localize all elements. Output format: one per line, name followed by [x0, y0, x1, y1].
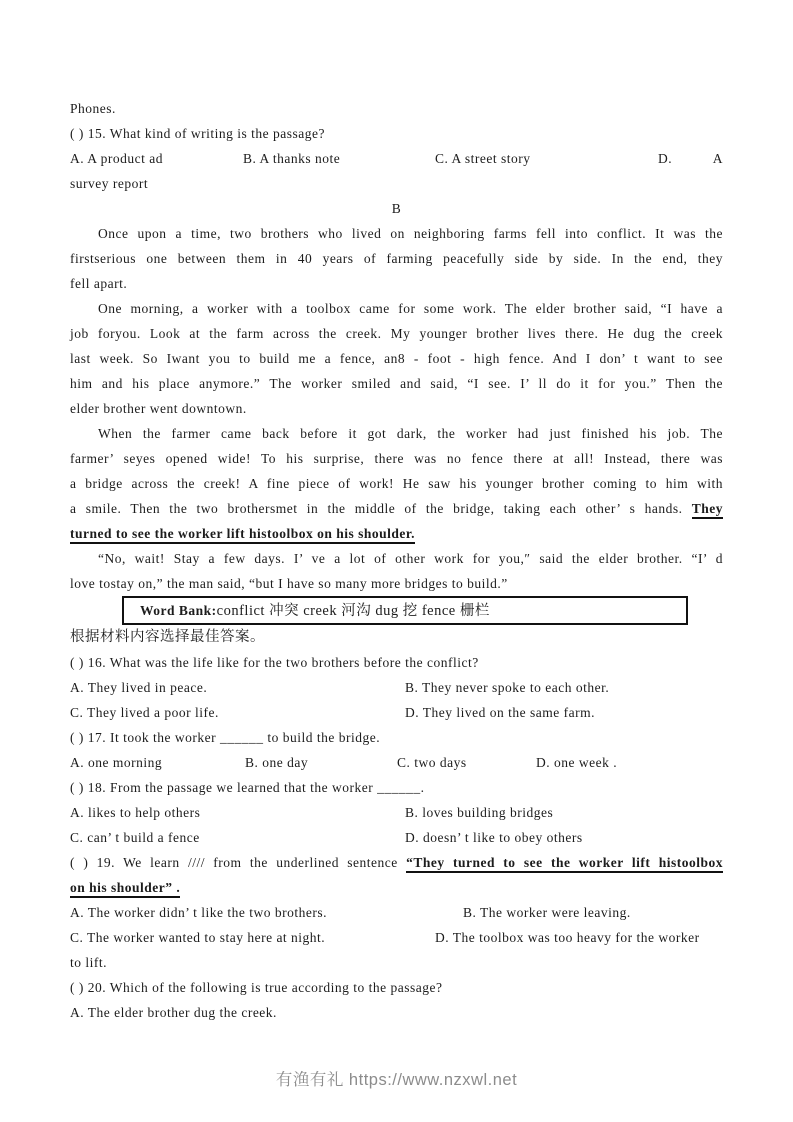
question-17: ( ) 17. It took the worker ______ to build the bridge.	[70, 730, 381, 745]
option-16-b: B. They never spoke to each other.	[405, 680, 610, 695]
option-18-d: D. doesn’ t like to obey others	[405, 830, 583, 845]
word-bank-box	[122, 596, 688, 625]
underlined-sentence-end: turned to see the worker lift histoolbox on his shoulder.	[70, 526, 415, 544]
question-19-quoted-sentence-end: on his shoulder” .	[70, 880, 180, 898]
question-15-options	[70, 146, 723, 171]
passage-line: him and his place anymore.” The worker smiled and said, “I see. I’ ll do it for you.” Then the	[70, 376, 723, 391]
question-16-options-row2	[70, 700, 723, 725]
option-19-b: B. The worker were leaving.	[463, 905, 631, 920]
question-18-options-row1	[70, 800, 723, 825]
q15-lead-line: Phones.	[70, 101, 116, 116]
question-18: ( ) 18. From the passage we learned that the worker ______.	[70, 780, 425, 795]
word-bank-row	[70, 596, 723, 625]
underlined-sentence-line	[70, 521, 723, 546]
option-17-d: D. one week .	[536, 755, 618, 770]
instruction-line: 根据材料内容选择最佳答案。	[70, 629, 265, 645]
option-20-a: A. The elder brother dug the creek.	[70, 1005, 277, 1020]
question-19-line1	[70, 850, 723, 875]
question-18-options-row2	[70, 825, 723, 850]
underlined-sentence-start: They	[692, 501, 723, 519]
passage-line: “No, wait! Stay a few days. I’ ve a lot of other work for you,″ said the elder brother. “I’ d	[98, 551, 723, 566]
passage-b-title: B	[391, 201, 402, 216]
option-15-d-continuation: survey report	[70, 176, 149, 191]
question-19-options-row1	[70, 900, 723, 925]
option-16-a: A. They lived in peace.	[70, 680, 208, 695]
option-17-c: C. two days	[397, 755, 467, 770]
document-content	[70, 96, 723, 1025]
passage-line: love tostay on,” the man said, “but I have so many more bridges to build.”	[70, 576, 508, 591]
option-16-d: D. They lived on the same farm.	[405, 705, 595, 720]
option-17-a: A. one morning	[70, 755, 163, 770]
option-17-b: B. one day	[245, 755, 309, 770]
watermark-footer: 有渔有礼 https://www.nzxwl.net	[275, 1071, 518, 1089]
word-bank-label: Word Bank:	[140, 603, 217, 618]
question-15: ( ) 15. What kind of writing is the passage?	[70, 126, 325, 141]
passage-line-with-underline	[70, 496, 723, 521]
option-15-d-text: A	[712, 151, 723, 166]
passage-line: a bridge across the creek! A fine piece of work! He saw his younger brother coming to him with	[70, 476, 723, 491]
option-16-c: C. They lived a poor life.	[70, 705, 219, 720]
option-19-c: C. The worker wanted to stay here at night.	[70, 930, 326, 945]
passage-line: last week. So Iwant you to build me a fence, an8 - foot - high fence. And I don’ t want to see	[70, 351, 723, 366]
passage-text: a smile. Then the two brothersmet in the middle of the bridge, taking each other’ s hands.	[70, 501, 692, 516]
option-19-d-continuation: to lift.	[70, 955, 107, 970]
question-19-line2	[70, 875, 723, 900]
question-17-options	[70, 750, 723, 775]
passage-line: job foryou. Look at the farm across the creek. My younger brother lives there. He dug the creek	[70, 326, 723, 341]
question-20: ( ) 20. Which of the following is true according to the passage?	[70, 980, 443, 995]
question-19-text: ( ) 19. We learn //// from the underlined sentence	[70, 855, 407, 870]
question-19-options-row2	[70, 925, 723, 950]
option-15-b: B. A thanks note	[243, 151, 341, 166]
option-19-a: A. The worker didn’ t like the two brothers.	[70, 905, 327, 920]
word-bank-entries: conflict 冲突 creek 河沟 dug 挖 fence 栅栏	[216, 603, 490, 619]
question-16: ( ) 16. What was the life like for the two brothers before the conflict?	[70, 655, 479, 670]
question-19-quoted-sentence-start: “They turned to see the worker lift histoolbox	[406, 855, 723, 873]
passage-line: One morning, a worker with a toolbox came for some work. The elder brother said, “I have a	[98, 301, 723, 316]
option-18-b: B. loves building bridges	[405, 805, 554, 820]
passage-line: firstserious one between them in 40 years of farming peacefully side by side. In the end, they	[70, 251, 723, 266]
passage-line: When the farmer came back before it got dark, the worker had just finished his job. The	[98, 426, 723, 441]
option-18-c: C. can’ t build a fence	[70, 830, 200, 845]
passage-line: elder brother went downtown.	[70, 401, 247, 416]
passage-line: Once upon a time, two brothers who lived on neighboring farms fell into conflict. It was the	[98, 226, 723, 241]
passage-line: fell apart.	[70, 276, 128, 291]
passage-line: farmer’ seyes opened wide! To his surprise, there was no fence there at all! Instead, there was	[70, 451, 723, 466]
question-16-options-row1	[70, 675, 723, 700]
option-15-a: A. A product ad	[70, 151, 163, 166]
option-15-d-label: D.	[658, 151, 673, 166]
option-15-c: C. A street story	[435, 151, 531, 166]
option-19-d: D. The toolbox was too heavy for the worker	[435, 930, 700, 945]
option-18-a: A. likes to help others	[70, 805, 201, 820]
